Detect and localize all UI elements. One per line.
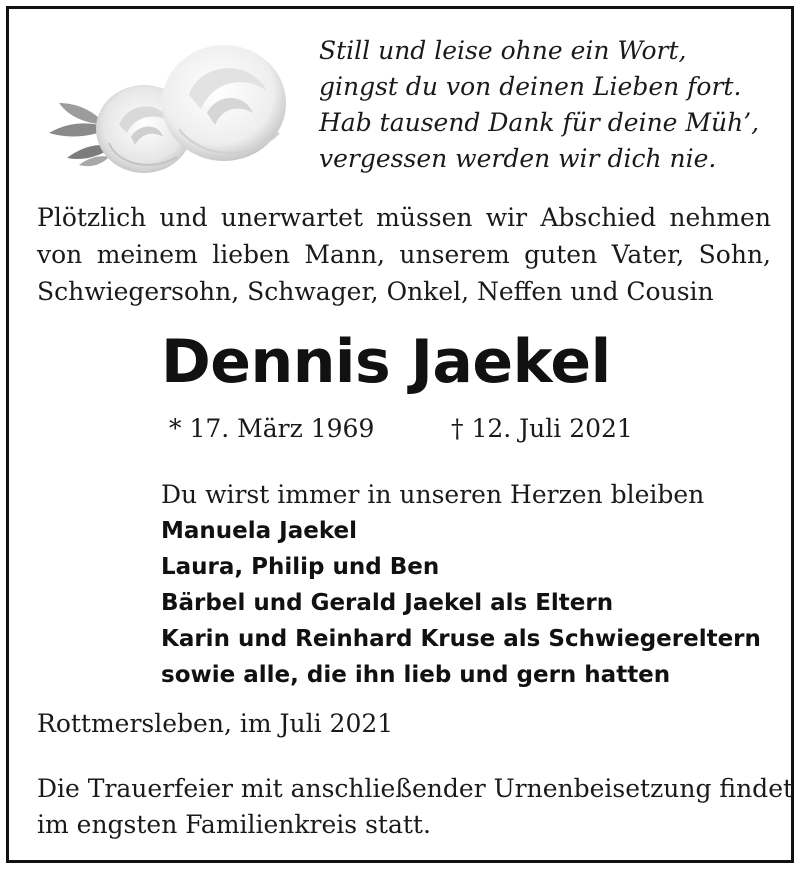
funeral-line: Die Trauerfeier mit anschließender Urnenbeisetzung findet xyxy=(37,774,794,803)
intro-word: Vater, xyxy=(611,240,685,269)
mourner-name: Manuela Jaekel xyxy=(161,518,358,544)
death-date: † 12. Juli 2021 xyxy=(451,414,633,443)
funeral-notice xyxy=(37,771,794,843)
intro-word: guten xyxy=(524,240,598,269)
intro-word: Sohn, xyxy=(698,240,771,269)
intro-word: Abschied xyxy=(540,203,657,232)
intro-line xyxy=(37,199,771,236)
intro-line: Schwiegersohn, Schwager, Onkel, Neffen und Cousin xyxy=(37,277,714,306)
intro-word: und xyxy=(159,203,208,232)
poem xyxy=(319,33,779,177)
intro-line xyxy=(37,236,771,273)
intro-word: unserem xyxy=(399,240,510,269)
poem-line: Still und leise ohne ein Wort, xyxy=(319,36,687,65)
funeral-line: im engsten Familienkreis statt. xyxy=(37,810,431,839)
mourners-intro: Du wirst immer in unseren Herzen bleiben xyxy=(161,480,705,509)
intro-word: von xyxy=(37,240,83,269)
obituary-card xyxy=(6,6,794,863)
place-date: Rottmersleben, im Juli 2021 xyxy=(37,709,394,738)
intro-word: Mann, xyxy=(304,240,385,269)
intro-word: Plötzlich xyxy=(37,203,147,232)
mourners-block xyxy=(161,477,781,693)
intro-word: unerwartet xyxy=(220,203,363,232)
white-roses-image xyxy=(39,33,299,183)
intro-word: wir xyxy=(485,203,528,232)
mourner-name: Karin und Reinhard Kruse als Schwiegereltern xyxy=(161,626,761,652)
intro-word: müssen xyxy=(376,203,473,232)
poem-line: vergessen werden wir dich nie. xyxy=(319,144,717,173)
birth-date: * 17. März 1969 xyxy=(169,414,375,443)
poem-line: gingst du von deinen Lieben fort. xyxy=(319,72,742,101)
mourner-name: Laura, Philip und Ben xyxy=(161,554,440,580)
deceased-name: Dennis Jaekel xyxy=(161,327,611,397)
intro-text xyxy=(37,199,771,310)
mourner-name: Bärbel und Gerald Jaekel als Eltern xyxy=(161,590,614,616)
intro-word: nehmen xyxy=(669,203,771,232)
mourner-name: sowie alle, die ihn lieb und gern hatten xyxy=(161,662,671,688)
intro-word: meinem xyxy=(96,240,198,269)
intro-word: lieben xyxy=(212,240,290,269)
poem-line: Hab tausend Dank für deine Müh’, xyxy=(319,108,760,137)
